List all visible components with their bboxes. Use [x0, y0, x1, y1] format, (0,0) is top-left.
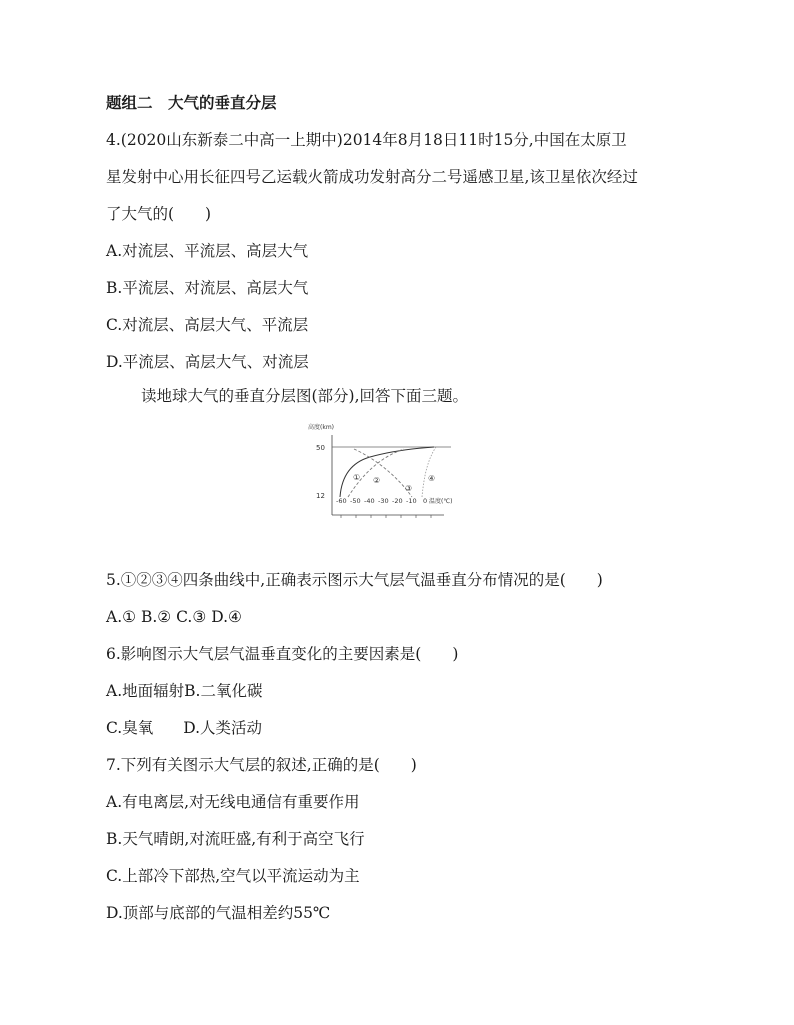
question-6-option-a: A.地面辐射: [106, 682, 185, 700]
question-4-option-d: D.平流层、高层大气、对流层: [106, 353, 309, 371]
question-5-option-d: D.④: [211, 608, 242, 626]
question-7-option-c: C.上部冷下部热,空气以平流运动为主: [106, 867, 360, 885]
question-7-stem: 7.下列有关图示大气层的叙述,正确的是( ): [106, 756, 417, 774]
question-7-option-d: D.顶部与底部的气温相差约55℃: [106, 904, 331, 922]
x-tick-label-3: -40: [364, 497, 375, 505]
question-4-stem-line-1: 4.(2020山东新泰二中高一上期中)2014年8月18日11时15分,中国在太原卫: [106, 131, 627, 149]
y-tick-12: 12: [316, 492, 325, 500]
x-tick-marks: [341, 515, 431, 518]
question-6-options-row-1: [106, 681, 262, 701]
question-4-option-a: A.对流层、平流层、高层大气: [106, 242, 309, 260]
curve-1: [340, 447, 434, 497]
curve-label-3: ③: [405, 484, 413, 493]
curve-4: [422, 447, 436, 497]
question-6-options-row-2: [106, 718, 262, 738]
curve-label-1: ①: [353, 473, 361, 482]
y-axis-label: 高度(km): [308, 424, 335, 431]
x-axis-label: 温度(℃): [429, 498, 453, 505]
x-tick-label-4: -30: [378, 497, 389, 505]
question-6-stem: 6.影响图示大气层气温垂直变化的主要因素是( ): [106, 645, 459, 663]
atmosphere-layer-diagram: [296, 415, 496, 525]
x-tick-label-5: -20: [392, 497, 403, 505]
section-heading: 题组二 大气的垂直分层: [106, 94, 277, 112]
question-4-stem-line-2: 星发射中心用长征四号乙运载火箭成功发射高分二号遥感卫星,该卫星依次经过: [106, 168, 638, 186]
x-tick-label-1: -60: [336, 497, 347, 505]
x-tick-label-7: 0: [423, 497, 428, 505]
question-7-option-b: B.天气晴朗,对流旺盛,有利于高空飞行: [106, 830, 365, 848]
question-6-option-d: D.人类活动: [183, 719, 263, 737]
x-tick-label-2: -50: [350, 497, 361, 505]
curve-label-2: ②: [373, 476, 381, 485]
question-4-option-b: B.平流层、对流层、高层大气: [106, 279, 309, 297]
question-7-option-a: A.有电离层,对无线电通信有重要作用: [106, 793, 360, 811]
curve-3: [354, 449, 412, 497]
question-5-options: [106, 607, 242, 627]
question-5-option-c: C.③: [176, 608, 207, 626]
x-tick-label-6: -10: [406, 497, 417, 505]
question-4-option-c: C.对流层、高层大气、平流层: [106, 316, 309, 334]
question-5-option-b: B.②: [140, 608, 172, 626]
question-5-option-a: A.①: [106, 608, 137, 626]
figure-intro: 读地球大气的垂直分层图(部分),回答下面三题。: [141, 387, 469, 405]
question-6-option-b: B.二氧化碳: [184, 682, 263, 700]
y-tick-50: 50: [316, 444, 325, 452]
question-4-stem-line-3: 了大气的( ): [106, 205, 212, 223]
question-5-stem: 5.①②③④四条曲线中,正确表示图示大气层气温垂直分布情况的是( ): [106, 571, 603, 589]
curve-label-4: ④: [428, 474, 436, 483]
question-6-option-c: C.臭氧: [106, 719, 154, 737]
